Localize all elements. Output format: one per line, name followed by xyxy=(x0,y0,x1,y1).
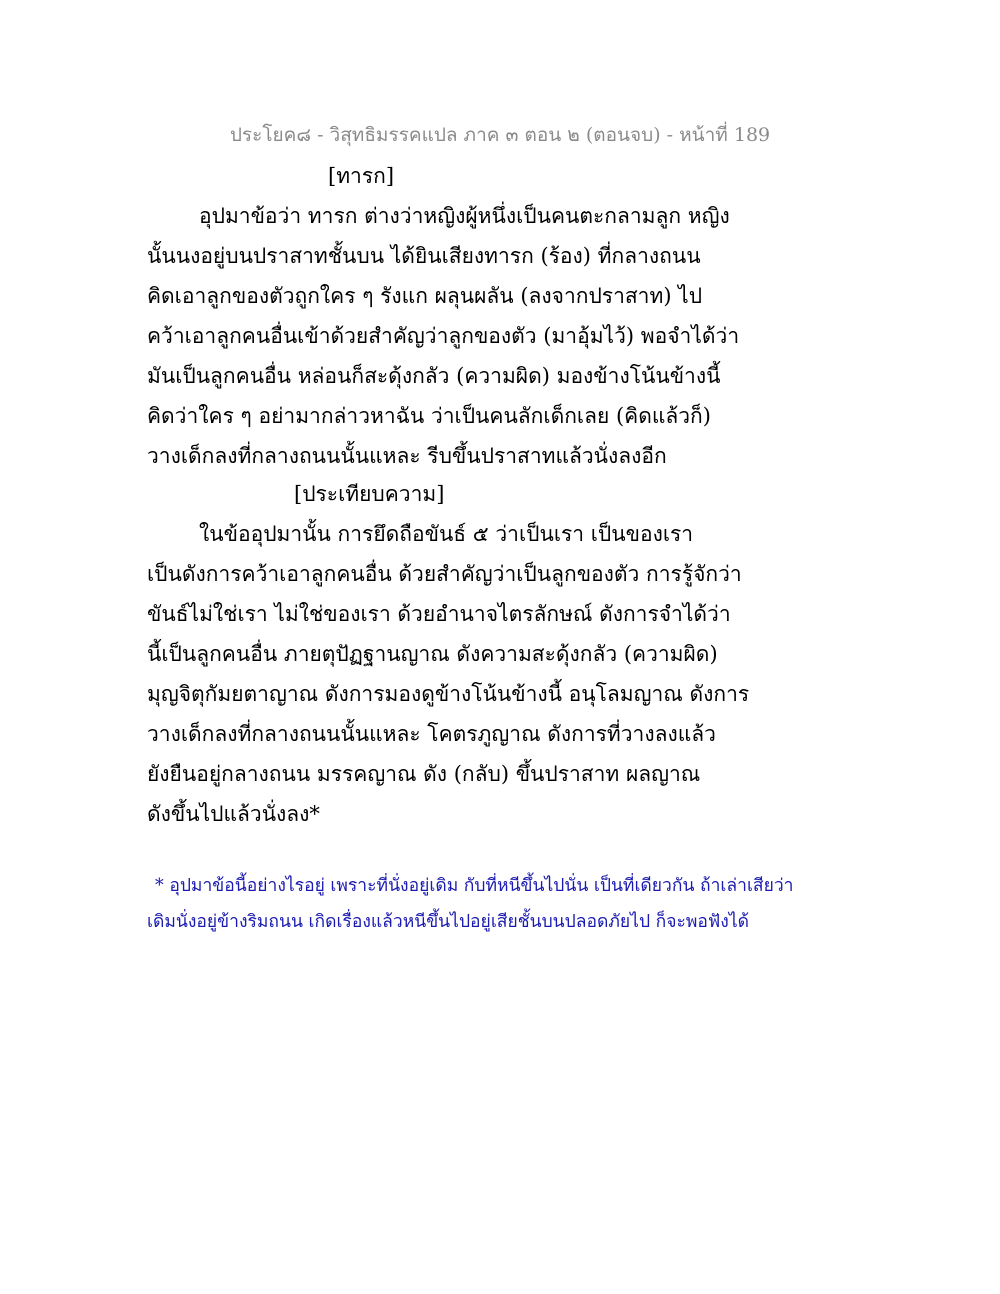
paragraph-line: คิดว่าใคร ๆ อย่ามากล่าวหาฉัน ว่าเป็นคนลักเด็กเลย (คิดแล้วก็) xyxy=(147,404,711,428)
paragraph-line: มันเป็นลูกคนอื่น หล่อนก็สะดุ้งกลัว (ความผิด) มองข้างโน้นข้างนี้ xyxy=(147,364,721,388)
paragraph-line: ขันธ์ไม่ใช่เรา ไม่ใช่ของเรา ด้วยอำนาจไตรลักษณ์ ดังการจำได้ว่า xyxy=(147,602,731,626)
paragraph-line: อุปมาข้อว่า ทารก ต่างว่าหญิงผู้หนึ่งเป็นคนตะกลามลูก หญิง xyxy=(199,204,730,228)
paragraph-comparison xyxy=(147,514,750,834)
paragraph-line: ดังขึ้นไปแล้วนั่งลง* xyxy=(147,802,320,826)
footnote-line: เดิมนั่งอยู่ข้างริมถนน เกิดเรื่องแล้วหนีขึ้นไปอยู่เสียชั้นบนปลอดภัยไป ก็จะพอฟังได้ xyxy=(147,912,750,932)
footnote xyxy=(147,868,847,940)
section-heading-child: [ทารก] xyxy=(328,164,395,188)
paragraph-line: มุญจิตุกัมยตาญาณ ดังการมองดูข้างโน้นข้างนี้ อนุโลมญาณ ดังการ xyxy=(147,682,750,706)
paragraph-line: คว้าเอาลูกคนอื่นเข้าด้วยสำคัญว่าลูกของตัว (มาอุ้มไว้) พอจำได้ว่า xyxy=(147,324,740,348)
footnote-line: * อุปมาข้อนี้อย่างไรอยู่ เพราะที่นั่งอยู่เดิม กับที่หนีขึ้นไปนั่น เป็นที่เดียวกัน ถ้าเล่าเสียว่า xyxy=(155,876,794,896)
paragraph-child-simile xyxy=(147,196,740,476)
running-header: ประโยค๘ - วิสุทธิมรรคแปล ภาค ๓ ตอน ๒ (ตอนจบ) - หน้าที่ 189 xyxy=(229,124,771,146)
paragraph-line: นี้เป็นลูกคนอื่น ภายตุปัฏฐานญาณ ดังความสะดุ้งกลัว (ความผิด) xyxy=(147,642,718,666)
paragraph-line: ในข้ออุปมานั้น การยึดถือขันธ์ ๕ ว่าเป็นเรา เป็นของเรา xyxy=(199,522,694,546)
paragraph-line: วางเด็กลงที่กลางถนนนั้นแหละ รีบขึ้นปราสาทแล้วนั่งลงอีก xyxy=(147,444,667,468)
paragraph-line: วางเด็กลงที่กลางถนนนั้นแหละ โคตรภูญาณ ดังการที่วางลงแล้ว xyxy=(147,722,716,746)
paragraph-line: ยังยืนอยู่กลางถนน มรรคญาณ ดัง (กลับ) ขึ้นปราสาท ผลญาณ xyxy=(147,762,701,786)
paragraph-line: เป็นดังการคว้าเอาลูกคนอื่น ด้วยสำคัญว่าเป็นลูกของตัว การรู้จักว่า xyxy=(147,562,742,586)
paragraph-line: นั้นนงอยู่บนปราสาทชั้นบน ได้ยินเสียงทารก (ร้อง) ที่กลางถนน xyxy=(147,244,701,268)
paragraph-line: คิดเอาลูกของตัวถูกใคร ๆ รังแก ผลุนผลัน (ลงจากปราสาท) ไป xyxy=(147,284,703,308)
section-heading-comparison: [ประเทียบความ] xyxy=(294,482,445,506)
